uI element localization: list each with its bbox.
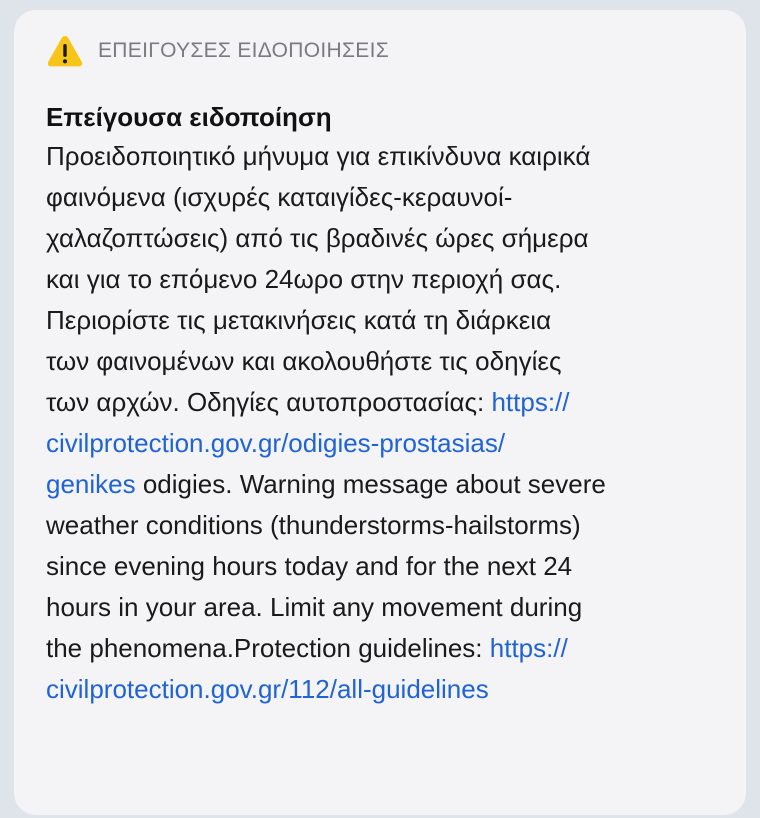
alert-header [46,32,728,70]
all-guidelines-link[interactable]: https:// civilprotection.gov.gr/112/all-guidelines [46,633,568,704]
alert-message-text-1: Προειδοποιητικό μήνυμα για επικίνδυνα καιρικά φαινόμενα (ισχυρές καταιγίδες-κεραυνοί- χαλαζοπτώσεις) από τις βραδινές ώρες σήμερα και για το επόμενο 24ωρο στην περιοχή σας. Περιορίστε τις μετακινήσεις κατά τη διάρκεια των φαινομένων και ακολουθήστε τις οδηγίες των αρχών. Οδηγίες αυτοπροστασίας: [46,141,591,417]
alert-category-label: ΕΠΕΙΓΟΥΣΕΣ ΕΙΔΟΠΟΙΗΣΕΙΣ [98,39,390,62]
emergency-alert-card[interactable] [14,10,746,815]
self-protection-guidelines-link[interactable]: https:// civilprotection.gov.gr/odigies-prostasias/ genikes [46,387,570,499]
alert-message-text-2: odigies. Warning message about severe weather conditions (thunderstorms-hailstorms) since evening hours today and for the next 24 hours in your area. Limit any movement during the phenomena.Protection guidelines: [46,469,606,663]
alert-message [46,136,728,710]
alert-title: Επείγουσα ειδοποίηση [46,102,332,132]
warning-triangle-icon [46,34,84,68]
